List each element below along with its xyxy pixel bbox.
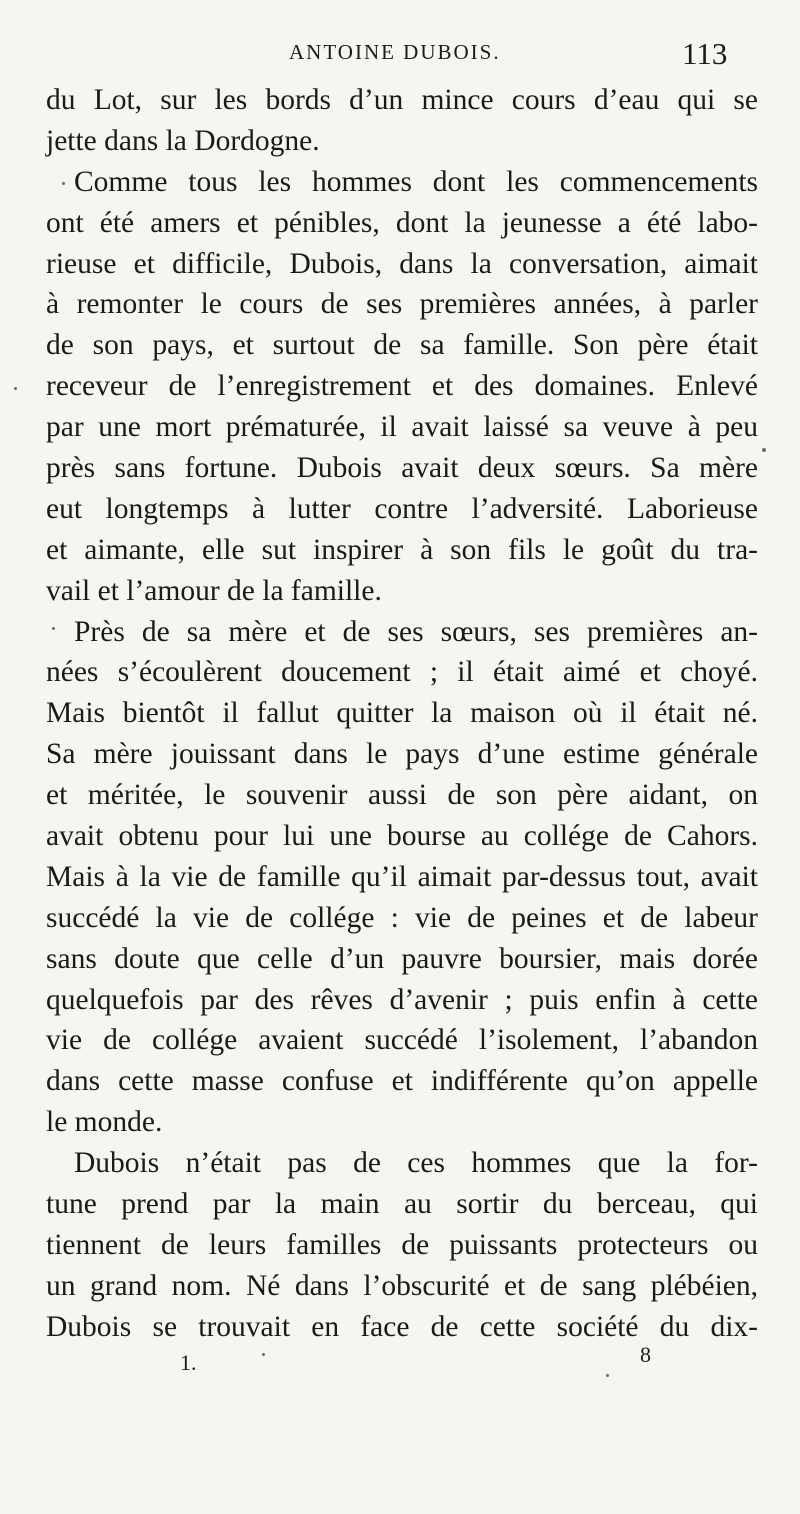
text-line: receveur de l’enregistrement et des domaines. Enlevé [46, 370, 758, 403]
text-line: et aimante, elle sut inspirer à son fils le goût du tra- [46, 533, 758, 566]
text-line: avait obtenu pour lui une bourse au collége de Cahors. [46, 820, 758, 853]
text-line: Mais bientôt il fallut quitter la maison où il était né. [46, 697, 758, 730]
text-line: du Lot, sur les bords d’un mince cours d’eau qui se [46, 84, 758, 116]
text-line: Dubois n’était pas de ces hommes que la for- [74, 1147, 758, 1180]
text-line: et méritée, le souvenir aussi de son père aidant, on [46, 779, 758, 812]
text-line: rieuse et difficile, Dubois, dans la conversation, aimait [46, 247, 758, 280]
text-line: sans doute que celle d’un pauvre boursier, mais dorée [46, 942, 758, 975]
print-speck [762, 448, 766, 452]
signature-mark: 1. [180, 1350, 197, 1375]
text-line: vie de collége avaient succédé l’isolement, l’abandon [46, 1024, 758, 1057]
text-line: jette dans la Dordogne. [46, 124, 320, 157]
running-title: ANTOINE DUBOIS. [289, 40, 501, 64]
text-line: à remonter le cours de ses premières années, à parler [46, 288, 758, 321]
text-line: Comme tous les hommes dont les commencements [74, 165, 758, 198]
text-line: succédé la vie de collége : vie de peines et de labeur [46, 901, 758, 934]
text-line: tune prend par la main au sortir du berceau, qui [46, 1188, 758, 1221]
print-speck [606, 1374, 609, 1377]
print-speck [52, 627, 55, 630]
text-line: Sa mère jouissant dans le pays d’une estime générale [46, 738, 758, 771]
page-number: 113 [682, 36, 728, 71]
text-line: tiennent de leurs familles de puissants protecteurs ou [46, 1228, 758, 1261]
print-speck [62, 182, 65, 185]
text-line: Mais à la vie de famille qu’il aimait par-dessus tout, avait [46, 860, 758, 893]
text-line: Près de sa mère et de ses sœurs, ses premières an- [74, 615, 758, 648]
text-line: quelquefois par des rêves d’avenir ; puis enfin à cette [46, 983, 758, 1016]
text-line: près sans fortune. Dubois avait deux sœurs. Sa mère [46, 452, 758, 485]
text-line: dans cette masse confuse et indifférente qu’on appelle [46, 1065, 758, 1098]
text-line: eut longtemps à lutter contre l’adversité. Laborieuse [46, 492, 758, 525]
text-line: de son pays, et surtout de sa famille. Son père était [46, 329, 758, 362]
text-line: un grand nom. Né dans l’obscurité et de sang plébéien, [46, 1269, 758, 1302]
text-line: le monde. [46, 1106, 163, 1139]
running-head [0, 36, 800, 76]
text-line: Dubois se trouvait en face de cette société du dix- [46, 1310, 758, 1343]
print-speck [14, 387, 17, 390]
folio-mark: 8 [640, 1342, 651, 1367]
text-line: ont été amers et pénibles, dont la jeunesse a été labo- [46, 206, 758, 239]
body-text [46, 80, 758, 1348]
text-line: par une mort prématurée, il avait laissé sa veuve à peu [46, 411, 758, 444]
print-speck [262, 1353, 265, 1356]
text-line: vail et l’amour de la famille. [46, 574, 382, 607]
text-line: nées s’écoulèrent doucement ; il était aimé et choyé. [46, 656, 758, 689]
